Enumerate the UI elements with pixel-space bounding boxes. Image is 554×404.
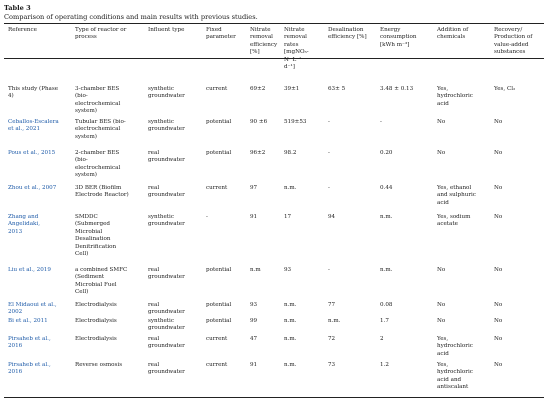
reference-link[interactable]: Pous et al., 2015 (8, 150, 56, 156)
cell-chem: No (437, 302, 446, 308)
cell-nre: 91 (250, 362, 258, 368)
cell-nrr: n.m. (284, 362, 297, 368)
header-energy: Energy consumption [kWh m⁻³] (380, 27, 417, 48)
cell-influent: real groundwater (148, 150, 185, 164)
cell-influent: real groundwater (148, 336, 185, 350)
cell-influent: synthetic groundwater (148, 214, 185, 228)
header-reference: Reference (8, 27, 37, 33)
cell-fixed: potential (206, 119, 232, 125)
cell-energy: 0.08 (380, 302, 393, 308)
cell-chem: Yes, hydrochloric acid (437, 86, 473, 107)
cell-fixed: current (206, 185, 228, 191)
cell-energy: n.m. (380, 267, 393, 273)
cell-recovery: No (494, 214, 503, 220)
table-label: Table 3 (4, 4, 31, 12)
table-caption: Comparison of operating conditions and main results with previous studies. (4, 13, 258, 21)
cell-recovery: No (494, 302, 503, 308)
cell-desal: 77 (328, 302, 336, 308)
cell-nre: 99 (250, 318, 258, 324)
header-nrr: Nitrate removal rates [mgNO₃- N· L⁻¹ d⁻¹] (284, 27, 309, 71)
cell-type: SMDDC (Submerged Microbial Desalination Denitrification Cell) (75, 214, 117, 258)
cell-desal: - (328, 150, 330, 156)
cell-nre: n.m (250, 267, 261, 273)
header-nre: Nitrate removal efficiency [%] (250, 27, 278, 56)
cell-influent: synthetic groundwater (148, 86, 185, 100)
cell-nrr: 93 (284, 267, 292, 273)
cell-influent: real groundwater (148, 185, 185, 199)
cell-energy: 0.20 (380, 150, 393, 156)
reference-link[interactable]: Zhou et al., 2007 (8, 185, 57, 191)
cell-nre: 69±2 (250, 86, 266, 92)
header-rule (4, 58, 544, 59)
cell-energy: - (380, 119, 382, 125)
cell-fixed: potential (206, 318, 232, 324)
cell-nre: 97 (250, 185, 258, 191)
cell-type: Electrodialysis (75, 336, 117, 342)
cell-influent: real groundwater (148, 302, 185, 316)
top-rule (4, 23, 544, 24)
cell-recovery: No (494, 267, 503, 273)
cell-desal: - (328, 185, 330, 191)
cell-type: 2-chamber BES (bio- electrochemical system) (75, 150, 121, 179)
cell-nre: 91 (250, 214, 258, 220)
cell-desal: - (328, 267, 330, 273)
cell-type: Electrodialysis (75, 302, 117, 308)
cell-nre: 47 (250, 336, 258, 342)
cell-recovery: No (494, 150, 503, 156)
cell-type: Reverse osmosis (75, 362, 123, 368)
bottom-rule (4, 397, 544, 398)
header-influent: Influent type (148, 27, 185, 33)
cell-chem: Yes, ethanol and sulphuric acid (437, 185, 476, 206)
cell-fixed: potential (206, 302, 232, 308)
cell-chem: Yes, hydrochloric acid (437, 336, 473, 357)
cell-nre: 96±2 (250, 150, 266, 156)
header-type: Type of reactor or process (75, 27, 127, 41)
cell-influent: real groundwater (148, 267, 185, 281)
cell-type: 3D BER (Biofilm Electrode Reactor) (75, 185, 129, 199)
cell-chem: No (437, 267, 446, 273)
cell-nre: 93 (250, 302, 258, 308)
cell-energy: 1.2 (380, 362, 389, 368)
cell-recovery: No (494, 362, 503, 368)
cell-fixed: potential (206, 267, 232, 273)
reference-link[interactable]: Bi et al., 2011 (8, 318, 48, 324)
cell-influent: real groundwater (148, 362, 185, 376)
cell-nrr: n.m. (284, 185, 297, 191)
cell-recovery: No (494, 318, 503, 324)
reference-link[interactable]: Pirsaheb et al., 2016 (8, 336, 51, 350)
cell-desal: n.m. (328, 318, 341, 324)
cell-nrr: 39±1 (284, 86, 300, 92)
cell-nrr: n.m. (284, 336, 297, 342)
header-fixed: Fixed parameter (206, 27, 236, 41)
cell-nre: 90 ±6 (250, 119, 268, 125)
cell-type: Tubular BES (bio- electrochemical system) (75, 119, 126, 140)
header-desal: Desalination efficiency [%] (328, 27, 367, 41)
cell-desal: 72 (328, 336, 336, 342)
cell-fixed: - (206, 214, 208, 220)
cell-type: a combined SMFC (Sediment Microbial Fuel Cell) (75, 267, 128, 296)
cell-chem: Yes, sodium acetate (437, 214, 471, 228)
cell-desal: 73 (328, 362, 336, 368)
cell-desal: 94 (328, 214, 336, 220)
cell-energy: 3.48 ± 0.13 (380, 86, 414, 92)
cell-recovery: No (494, 336, 503, 342)
cell-energy: n.m. (380, 214, 393, 220)
cell-recovery: No (494, 119, 503, 125)
cell-fixed: current (206, 86, 228, 92)
cell-fixed: current (206, 336, 228, 342)
cell-energy: 1.7 (380, 318, 389, 324)
cell-nrr: 98.2 (284, 150, 297, 156)
cell-energy: 2 (380, 336, 384, 342)
cell-recovery: No (494, 185, 503, 191)
header-chem: Addition of chemicals (437, 27, 469, 41)
cell-chem: No (437, 150, 446, 156)
cell-nrr: 519±53 (284, 119, 307, 125)
cell-type: 3-chamber BES (bio- electrochemical system) (75, 86, 121, 115)
cell-influent: synthetic groundwater (148, 318, 185, 332)
reference-link[interactable]: Zhang and Angelidaki, 2013 (8, 214, 40, 235)
reference-link[interactable]: Ceballos-Escalera et al., 2021 (8, 119, 59, 133)
cell-desal: 63± 5 (328, 86, 346, 92)
reference-link[interactable]: El Midaoui et al., 2002 (8, 302, 57, 316)
cell-type: Electrodialysis (75, 318, 117, 324)
cell-chem: No (437, 318, 446, 324)
header-recovery: Recovery/ Production of value-added substances (494, 27, 533, 56)
cell-chem: Yes, hydrochloric acid and antiscalant (437, 362, 473, 391)
cell-nrr: 17 (284, 214, 292, 220)
cell-nrr: n.m. (284, 318, 297, 324)
cell-nrr: n.m. (284, 302, 297, 308)
cell-fixed: potential (206, 150, 232, 156)
reference-link[interactable]: Pirsaheb et al., 2016 (8, 362, 51, 376)
reference-link[interactable]: Liu et al., 2019 (8, 267, 51, 273)
cell-fixed: current (206, 362, 228, 368)
cell-energy: 0.44 (380, 185, 393, 191)
cell-recovery: Yes, Cl₂ (494, 86, 516, 92)
cell-influent: synthetic groundwater (148, 119, 185, 133)
cell-reference: This study (Phase 4) (8, 86, 59, 100)
cell-desal: - (328, 119, 330, 125)
cell-chem: No (437, 119, 446, 125)
